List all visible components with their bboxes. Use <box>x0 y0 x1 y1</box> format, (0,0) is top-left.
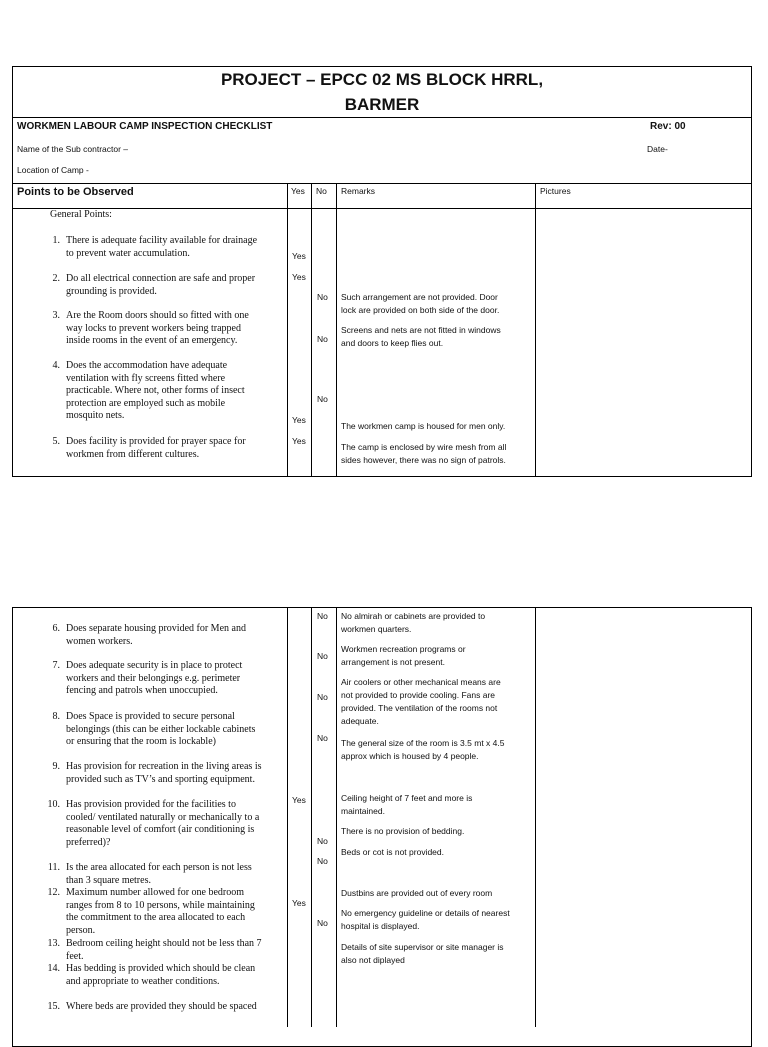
remark <box>341 887 492 900</box>
remark <box>341 737 504 763</box>
remark-line: and doors to keep flies out. <box>341 338 444 348</box>
remark-line: The general size of the room is 3.5 mt x 4.5 <box>341 738 505 748</box>
divider <box>287 183 288 477</box>
remark <box>341 676 501 728</box>
remark-line: Such arrangement are not provided. Door <box>341 292 498 302</box>
item-text: Has bedding is provided which should be clean <box>66 963 256 974</box>
no-mark: No <box>317 733 328 743</box>
remark <box>341 324 501 350</box>
no-mark: No <box>317 651 328 661</box>
item-text: or ensuring that the room is lockable) <box>66 736 216 748</box>
remark-line: arrangement is not present. <box>341 657 445 667</box>
remark-line: adequate. <box>341 716 379 726</box>
no-mark: No <box>317 334 328 344</box>
divider <box>12 183 752 184</box>
no-mark: No <box>317 836 328 846</box>
item-text: protection are employed such as mobile <box>66 397 226 409</box>
item-text: Do all electrical connection are safe and proper <box>66 273 256 284</box>
revision: Rev: 00 <box>650 121 686 132</box>
item-text: ranges from 8 to 10 persons, while maintaining <box>66 899 255 911</box>
item-number: 4. <box>52 360 60 371</box>
divider <box>12 208 752 209</box>
yes-mark: Yes <box>292 436 306 446</box>
remark-line: The camp is enclosed by wire mesh from all <box>341 442 507 452</box>
item-text: Has provision for recreation in the living areas is <box>66 761 262 772</box>
no-mark: No <box>317 292 328 302</box>
item-number: 1. <box>52 235 60 246</box>
item-text: Does Space is provided to secure personal <box>66 711 235 722</box>
remark-line: Beds or cot is not provided. <box>341 847 445 857</box>
item-text: Where beds are provided they should be spaced <box>66 1001 257 1012</box>
yes-mark: Yes <box>292 251 306 261</box>
yes-mark: Yes <box>292 415 306 425</box>
column-header-points: Points to be Observed <box>17 186 134 198</box>
no-mark: No <box>317 394 328 404</box>
item-text: Does facility is provided for prayer space for <box>66 436 246 447</box>
remark-line: Air coolers or other mechanical means are <box>341 677 501 687</box>
remark <box>341 291 499 317</box>
column-header-yes: Yes <box>291 186 305 196</box>
item-number: 14. <box>47 963 60 974</box>
item-number: 13. <box>47 938 60 949</box>
item-text: provided such as TV’s and sporting equipment. <box>66 773 255 785</box>
remark-line: not provided to provide cooling. Fans are <box>341 690 496 700</box>
item-text: Does adequate security is in place to protect <box>66 660 243 671</box>
divider <box>311 183 312 477</box>
remark <box>341 907 510 933</box>
no-mark: No <box>317 692 328 702</box>
item-number: 6. <box>52 623 60 634</box>
item-text: There is adequate facility available for drainage <box>66 235 258 246</box>
yes-mark: Yes <box>292 272 306 282</box>
general-points-heading: General Points: <box>50 209 112 220</box>
item-number: 12. <box>47 887 60 898</box>
divider <box>12 117 752 118</box>
item-number: 15. <box>47 1001 60 1012</box>
item-text: reasonable level of comfort (air conditioning is <box>66 824 255 836</box>
item-number: 9. <box>52 761 60 772</box>
no-mark: No <box>317 918 328 928</box>
remark-line: No almirah or cabinets are provided to <box>341 611 486 621</box>
item-number: 11. <box>47 862 60 873</box>
divider <box>311 607 312 1027</box>
remark-line: Ceiling height of 7 feet and more is <box>341 793 473 803</box>
item-text: way locks to prevent workers being trapped <box>66 322 241 334</box>
item-text: and appropriate to weather conditions. <box>66 975 220 987</box>
column-header-pictures: Pictures <box>540 186 571 196</box>
item-number: 10. <box>47 799 60 810</box>
item-text: feet. <box>66 950 84 962</box>
remark-line: Details of site supervisor or site manager is <box>341 942 504 952</box>
item-text: practicable. Where not, other forms of insect <box>66 385 245 397</box>
item-text: the commitment to the area allocated to each <box>66 912 246 924</box>
remark <box>341 441 506 467</box>
divider <box>535 607 536 1027</box>
item-number: 8. <box>52 711 60 722</box>
item-text: Does the accommodation have adequate <box>66 360 228 371</box>
item-text: Bedroom ceiling height should not be less than 7 <box>66 938 262 949</box>
item-text: Has provision provided for the facilities to <box>66 799 236 810</box>
divider <box>336 607 337 1027</box>
item-text: to prevent water accumulation. <box>66 247 190 259</box>
item-number: 7. <box>52 660 60 671</box>
item-text: workmen from different cultures. <box>66 448 200 460</box>
remark-line: The workmen camp is housed for men only. <box>341 421 506 431</box>
remark-line: also not diplayed <box>341 955 405 965</box>
item-text: fencing and patrols when unoccupied. <box>66 685 218 697</box>
column-header-remarks: Remarks <box>341 186 376 196</box>
item-text: women workers. <box>66 635 133 647</box>
page-title: PROJECT – EPCC 02 MS BLOCK HRRL, <box>220 70 544 89</box>
remark-line: lock are provided on both side of the door. <box>341 305 500 315</box>
remark <box>341 941 504 967</box>
remark-line: provided. The ventilation of the rooms not <box>341 703 498 713</box>
checklist-title: WORKMEN LABOUR CAMP INSPECTION CHECKLIST <box>17 121 273 132</box>
item-text: cooled/ ventilated naturally or mechanically to a <box>66 811 260 823</box>
remark-line: There is no provision of bedding. <box>341 826 465 836</box>
item-text: Is the area allocated for each person is not less <box>66 862 252 873</box>
item-text: mosquito nets. <box>66 410 125 422</box>
remark-line: sides however, there was no sign of patrols. <box>341 455 506 465</box>
remark <box>341 846 444 859</box>
remark-line: Workmen recreation programs or <box>341 644 466 654</box>
no-mark: No <box>317 856 328 866</box>
column-header-no: No <box>316 186 327 196</box>
item-text: ventilation with fly screens fitted where <box>66 372 226 384</box>
item-number: 2. <box>52 273 60 284</box>
remark-line: workmen quarters. <box>341 624 412 634</box>
remark-line: maintained. <box>341 806 385 816</box>
item-text: belongings (this can be either lockable cabinets <box>66 723 256 735</box>
item-text: inside rooms in the event of an emergency. <box>66 335 238 347</box>
item-number: 3. <box>52 310 60 321</box>
remark-line: Screens and nets are not fitted in windows <box>341 325 501 335</box>
remark <box>341 825 464 838</box>
remark-line: hospital is displayed. <box>341 921 420 931</box>
remark-line: No emergency guideline or details of nearest <box>341 908 510 918</box>
remark <box>341 420 505 433</box>
item-text: grounding is provided. <box>66 285 157 297</box>
yes-mark: Yes <box>292 795 306 805</box>
item-text: Maximum number allowed for one bedroom <box>66 887 245 898</box>
item-text: preferred)? <box>66 836 111 848</box>
item-text: Are the Room doors should so fitted with one <box>66 310 249 321</box>
item-text: than 3 square metres. <box>66 874 151 886</box>
divider <box>336 183 337 477</box>
item-text: Does separate housing provided for Men and <box>66 623 246 634</box>
remark <box>341 792 472 818</box>
no-mark: No <box>317 611 328 621</box>
divider <box>535 183 536 477</box>
date-label: Date- <box>647 144 668 154</box>
yes-mark: Yes <box>292 898 306 908</box>
item-number: 5. <box>52 436 60 447</box>
remark-line: approx which is housed by 4 people. <box>341 751 479 761</box>
location-label: Location of Camp - <box>17 165 89 175</box>
sub-contractor-label: Name of the Sub contractor – <box>17 144 129 154</box>
divider <box>287 607 288 1027</box>
remark-line: Dustbins are provided out of every room <box>341 888 493 898</box>
page-title-line2: BARMER <box>344 95 420 114</box>
remark <box>341 610 485 636</box>
remark <box>341 643 466 669</box>
item-text: workers and their belongings e.g. perimeter <box>66 672 241 684</box>
item-text: person. <box>66 924 96 936</box>
